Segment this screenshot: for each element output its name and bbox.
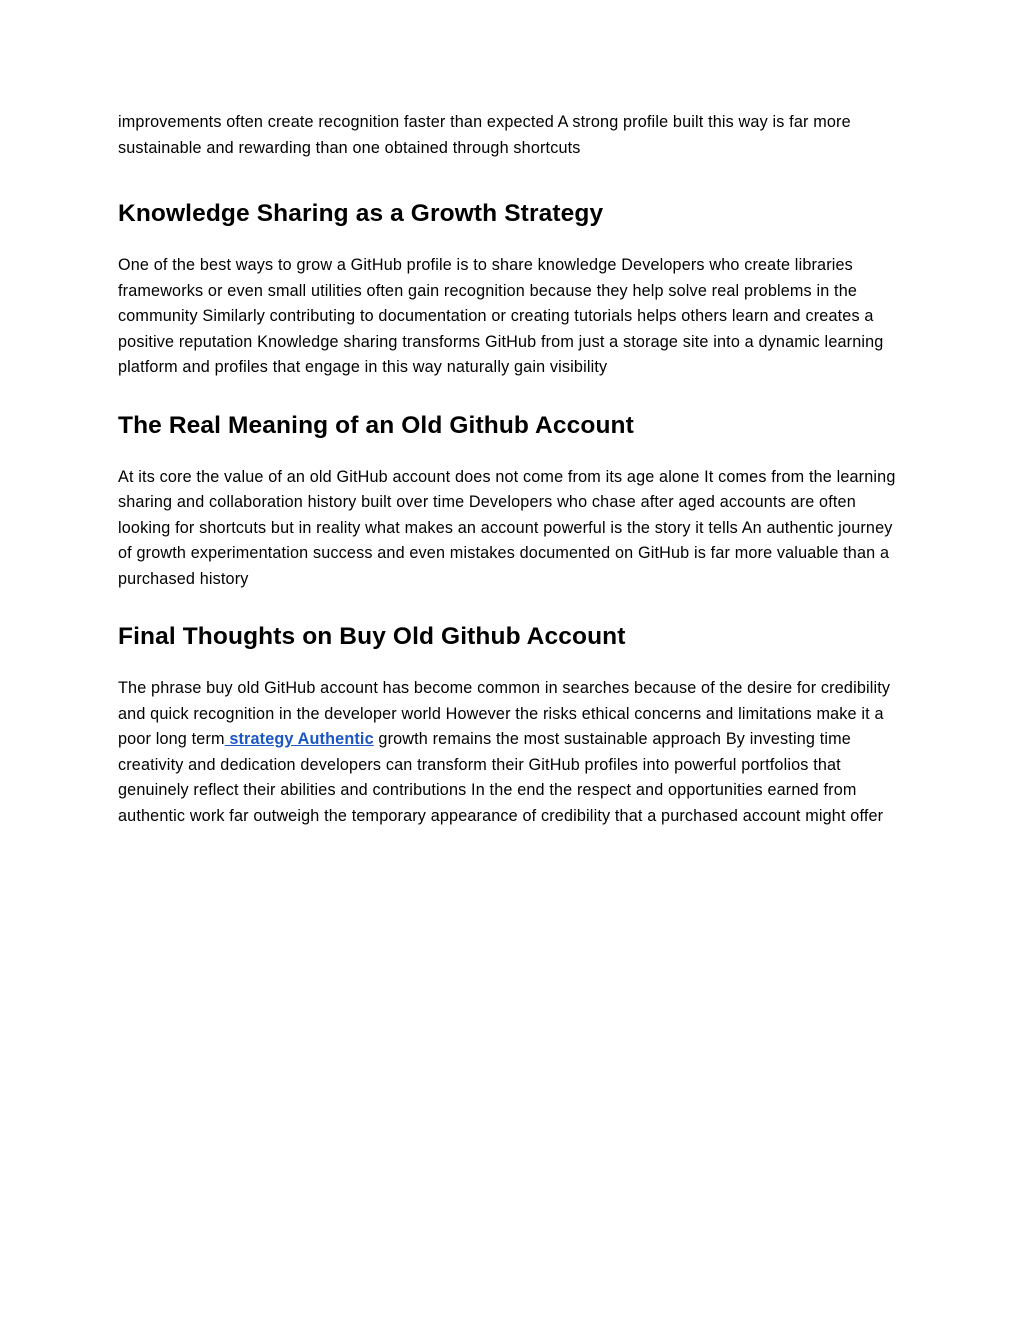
spacer [118,229,900,253]
paragraph-final-thoughts [118,676,900,829]
final-paragraph-part2: growth remains the most sustainable approach By investing time creativity and dedication developers can transform their GitHub profiles into powerful portfolios that genuinely reflect their abilities and contributions In the end the respect and opportunities earned from authentic work far outweigh the temporary appearance of credibility that a purchased account might offer [118,730,884,825]
spacer [118,592,900,622]
paragraph-real-meaning: At its core the value of an old GitHub account does not come from its age alone It comes from the learning sharing and collaboration history built over time Developers who chase after aged accounts are often looking for shortcuts but in reality what makes an account powerful is the story it tells An authentic journey of growth experimentation success and even mistakes documented on GitHub is far more valuable than a purchased history [118,467,896,588]
heading-knowledge-sharing: Knowledge Sharing as a Growth Strategy [118,200,604,227]
final-paragraph-part1: The phrase buy old GitHub account has become common in searches because of the desire for credibility and quick recognition in the developer world However the risks ethical concerns and limitations make it a poor long term [118,679,891,748]
strategy-authentic-link[interactable]: strategy Authentic [224,730,374,748]
spacer [118,381,900,411]
intro-paragraph: improvements often create recognition faster than expected A strong profile built this way is far more sustainable and rewarding than one obtained through shortcuts [118,113,851,157]
paragraph-knowledge-sharing: One of the best ways to grow a GitHub profile is to share knowledge Developers who create libraries frameworks or even small utilities often gain recognition because they help solve real problems in the community Similarly contributing to documentation or creating tutorials helps others learn and creates a positive reputation Knowledge sharing transforms GitHub from just a storage site into a dynamic learning platform and profiles that engage in this way naturally gain visibility [118,256,884,376]
heading-real-meaning: The Real Meaning of an Old Github Account [118,411,634,439]
spacer [118,441,900,465]
spacer [118,652,900,676]
heading-final-thoughts: Final Thoughts on Buy Old Github Account [118,623,626,650]
spacer [118,161,900,199]
document-content [118,110,900,829]
